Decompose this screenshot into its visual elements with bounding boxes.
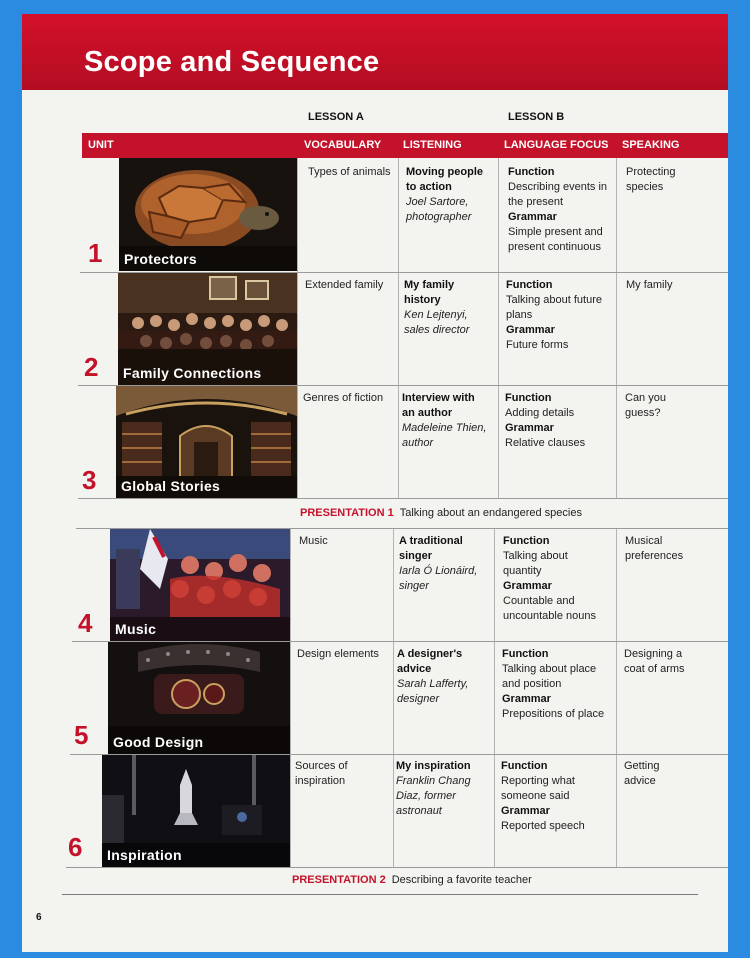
speaking-text: coat of arms bbox=[624, 663, 685, 675]
function-text: the present bbox=[508, 196, 564, 208]
unit-1-language-focus bbox=[508, 165, 614, 255]
listening-speaker: Iarla Ó Lionáird, bbox=[399, 565, 478, 577]
listening-speaker: Joel Sartore, bbox=[406, 196, 469, 208]
unit-4-speaking bbox=[625, 534, 721, 564]
function-text: Talking about place bbox=[502, 663, 597, 675]
presentation-1-label: PRESENTATION 1 bbox=[300, 507, 394, 519]
grammar-text: Relative clauses bbox=[505, 437, 586, 449]
listening-title: Interview with bbox=[402, 392, 475, 404]
unit-5-photo bbox=[108, 642, 290, 754]
unit-6-name: Inspiration bbox=[107, 847, 182, 863]
unit-3-number: 3 bbox=[82, 465, 97, 495]
function-label: Function bbox=[502, 648, 549, 660]
presentation-1 bbox=[300, 507, 582, 519]
unit-6-speaking bbox=[624, 759, 722, 789]
listening-title: history bbox=[404, 294, 441, 306]
listening-title: My family bbox=[404, 279, 455, 291]
vocab-text: Design elements bbox=[297, 648, 379, 660]
lesson-b-label: LESSON B bbox=[508, 111, 565, 123]
function-label: Function bbox=[508, 166, 555, 178]
unit-5-language-focus bbox=[502, 647, 614, 722]
listening-speaker: Diaz, former bbox=[396, 790, 456, 802]
presentation-1-text: Talking about an endangered species bbox=[399, 507, 582, 519]
table-header bbox=[82, 133, 728, 158]
unit-3-speaking bbox=[625, 391, 721, 421]
column-divider bbox=[398, 158, 399, 498]
vocab-text: Genres of fiction bbox=[303, 392, 384, 404]
title-banner bbox=[22, 14, 728, 90]
vocab-text: Types of animals bbox=[308, 166, 391, 178]
listening-title: My inspiration bbox=[396, 760, 471, 772]
grammar-label: Grammar bbox=[501, 805, 550, 817]
column-divider bbox=[297, 158, 298, 498]
page-title: Scope and Sequence bbox=[84, 46, 380, 78]
unit-2-listening bbox=[404, 278, 496, 338]
page bbox=[22, 14, 728, 952]
unit-4-listening bbox=[399, 534, 493, 594]
listening-speaker: Sarah Lafferty, bbox=[397, 678, 469, 690]
function-text: and position bbox=[502, 678, 562, 690]
unit-6-vocabulary bbox=[295, 759, 391, 789]
unit-3-language-focus bbox=[505, 391, 613, 451]
column-divider bbox=[393, 529, 394, 867]
listening-title: singer bbox=[399, 550, 433, 562]
function-text: Reporting what bbox=[501, 775, 575, 787]
unit-5-speaking bbox=[624, 647, 722, 677]
speaking-text: Protecting bbox=[626, 166, 676, 178]
listening-speaker: singer bbox=[399, 580, 429, 592]
function-label: Function bbox=[501, 760, 548, 772]
function-text: plans bbox=[506, 309, 533, 321]
unit-3-listening bbox=[402, 391, 496, 451]
unit-2-number: 2 bbox=[84, 352, 99, 382]
function-label: Function bbox=[503, 535, 550, 547]
unit-6-number: 6 bbox=[68, 832, 83, 862]
listening-title: to action bbox=[406, 181, 452, 193]
listening-title: A traditional bbox=[399, 535, 463, 547]
grammar-label: Grammar bbox=[506, 324, 555, 336]
listening-speaker: astronaut bbox=[396, 805, 442, 817]
column-divider bbox=[616, 529, 617, 867]
unit-6-language-focus bbox=[501, 759, 613, 834]
speaking-text: Getting bbox=[624, 760, 660, 772]
function-text: quantity bbox=[503, 565, 542, 577]
unit-2-language-focus bbox=[506, 278, 614, 353]
speaking-text: species bbox=[626, 181, 664, 193]
presentation-2 bbox=[292, 874, 532, 886]
presentation-2-text: Describing a favorite teacher bbox=[391, 874, 532, 886]
row-divider bbox=[78, 498, 728, 499]
unit-5-name: Good Design bbox=[113, 734, 204, 750]
header-listening: LISTENING bbox=[403, 139, 462, 151]
unit-1-speaking bbox=[626, 165, 722, 195]
function-text: Describing events in bbox=[508, 181, 608, 193]
vocab-text: Music bbox=[299, 535, 328, 547]
speaking-text: My family bbox=[626, 279, 673, 291]
function-text: Adding details bbox=[505, 407, 575, 419]
column-divider bbox=[494, 529, 495, 867]
listening-speaker: photographer bbox=[406, 211, 472, 223]
unit-3-vocabulary bbox=[303, 391, 395, 406]
function-label: Function bbox=[505, 392, 552, 404]
unit-5-vocabulary bbox=[297, 647, 391, 662]
listening-title: Moving people bbox=[406, 166, 483, 178]
speaking-text: guess? bbox=[625, 407, 661, 419]
grammar-text: Countable and bbox=[503, 595, 575, 607]
function-label: Function bbox=[506, 279, 553, 291]
listening-title: A designer's bbox=[397, 648, 463, 660]
grammar-text: present continuous bbox=[508, 241, 601, 253]
unit-2-speaking bbox=[626, 278, 722, 293]
listening-speaker: Madeleine Thien, bbox=[402, 422, 487, 434]
speaking-text: preferences bbox=[625, 550, 684, 562]
unit-1-vocabulary bbox=[308, 165, 394, 180]
grammar-text: Future forms bbox=[506, 339, 569, 351]
header-vocabulary: VOCABULARY bbox=[304, 139, 382, 151]
unit-4-vocabulary bbox=[299, 534, 389, 549]
unit-2-name: Family Connections bbox=[123, 365, 262, 381]
unit-2-photo bbox=[118, 273, 297, 385]
vocab-text: Extended family bbox=[305, 279, 384, 291]
speaking-text: Designing a bbox=[624, 648, 683, 660]
unit-1-name: Protectors bbox=[124, 251, 198, 267]
grammar-label: Grammar bbox=[508, 211, 557, 223]
presentation-2-label: PRESENTATION 2 bbox=[292, 874, 386, 886]
unit-1-listening bbox=[406, 165, 496, 225]
unit-1-photo bbox=[119, 158, 297, 271]
listening-speaker: designer bbox=[397, 693, 440, 705]
grammar-label: Grammar bbox=[503, 580, 552, 592]
lesson-a-label: LESSON A bbox=[308, 111, 364, 123]
unit-4-language-focus bbox=[503, 534, 615, 624]
grammar-label: Grammar bbox=[502, 693, 551, 705]
unit-5-number: 5 bbox=[74, 720, 89, 750]
listening-speaker: Ken Lejtenyi, bbox=[404, 309, 468, 321]
unit-4-number: 4 bbox=[78, 608, 93, 638]
column-divider bbox=[498, 158, 499, 498]
unit-4-name: Music bbox=[115, 621, 157, 637]
vocab-text: inspiration bbox=[295, 775, 346, 787]
grammar-text: Reported speech bbox=[501, 820, 585, 832]
column-divider bbox=[616, 158, 617, 498]
header-speaking: SPEAKING bbox=[622, 139, 680, 151]
grammar-label: Grammar bbox=[505, 422, 554, 434]
speaking-text: Can you bbox=[625, 392, 666, 404]
grammar-text: Simple present and bbox=[508, 226, 603, 238]
unit-1-number: 1 bbox=[88, 238, 103, 268]
function-text: Talking about future bbox=[506, 294, 603, 306]
speaking-text: advice bbox=[624, 775, 656, 787]
unit-2-vocabulary bbox=[305, 278, 395, 293]
unit-3-name: Global Stories bbox=[121, 478, 221, 494]
listening-title: an author bbox=[402, 407, 453, 419]
grammar-text: uncountable nouns bbox=[503, 610, 596, 622]
function-text: Talking about bbox=[503, 550, 568, 562]
listening-speaker: Franklin Chang bbox=[396, 775, 471, 787]
grammar-text: Prepositions of place bbox=[502, 708, 605, 720]
listening-speaker: sales director bbox=[404, 324, 470, 336]
listening-speaker: author bbox=[402, 437, 434, 449]
vocab-text: Sources of bbox=[295, 760, 348, 772]
column-divider bbox=[290, 529, 291, 867]
row-divider bbox=[62, 894, 698, 895]
row-divider bbox=[66, 867, 728, 868]
header-unit: UNIT bbox=[88, 139, 114, 151]
speaking-text: Musical bbox=[625, 535, 663, 547]
unit-3-photo bbox=[116, 386, 297, 498]
unit-6-listening bbox=[396, 759, 492, 819]
listening-title: advice bbox=[397, 663, 432, 675]
unit-6-photo bbox=[102, 755, 290, 867]
page-number: 6 bbox=[36, 912, 42, 923]
header-language-focus: LANGUAGE FOCUS bbox=[504, 139, 609, 151]
unit-4-photo bbox=[110, 529, 290, 641]
unit-5-listening bbox=[397, 647, 493, 707]
function-text: someone said bbox=[501, 790, 570, 802]
